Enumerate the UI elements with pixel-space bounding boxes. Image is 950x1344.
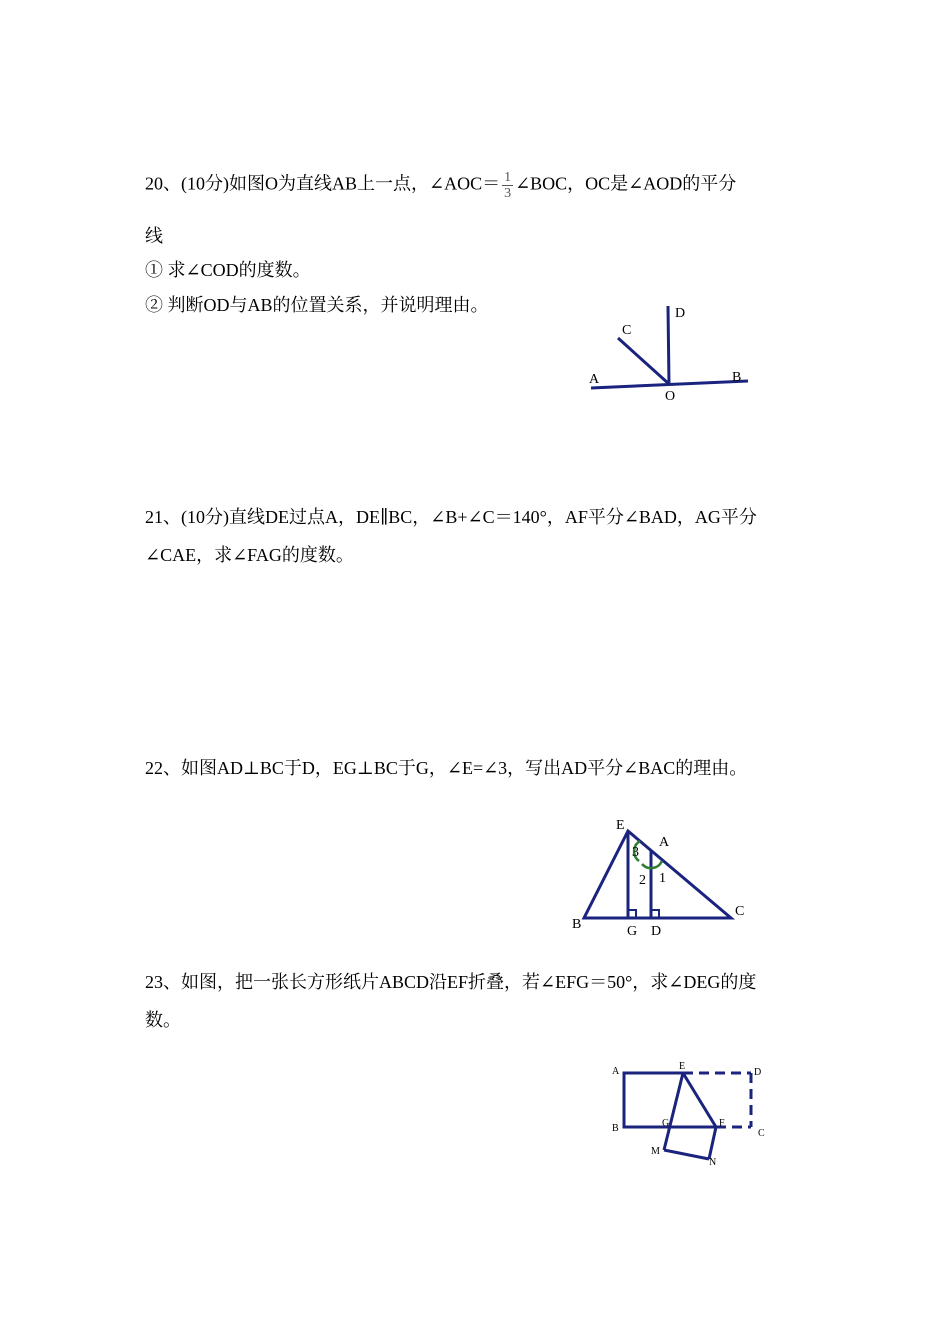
segment-nf xyxy=(709,1127,716,1159)
ray-od xyxy=(668,306,669,384)
label-a: A xyxy=(659,835,670,850)
label-b: B xyxy=(572,917,582,932)
label-g: G xyxy=(627,924,638,939)
label-d: D xyxy=(675,306,686,321)
q20-item1: ① 求∠COD的度数。 xyxy=(145,260,311,280)
label-o: O xyxy=(665,389,676,404)
ray-oc xyxy=(618,338,669,384)
label-b: B xyxy=(612,1123,619,1134)
q20-figure xyxy=(580,300,780,410)
q23-figure xyxy=(608,1058,778,1168)
label-f: F xyxy=(719,1118,725,1129)
q23-line1: 23、如图，把一张长方形纸片ABCD沿EF折叠，若∠EFG＝50°，求∠DEG的度 xyxy=(145,972,757,992)
label-b: B xyxy=(732,370,742,385)
label-g: G xyxy=(662,1118,670,1129)
q20-line1 xyxy=(145,170,736,201)
label-a: A xyxy=(612,1066,620,1077)
label-e: E xyxy=(616,818,625,833)
q20-item2: ② 判断OD与AB的位置关系，并说明理由。 xyxy=(145,295,489,315)
label-d: D xyxy=(651,924,662,939)
rectangle-left-part xyxy=(624,1073,716,1127)
q20-text-a: 20、(10分)如图O为直线AB上一点，∠AOC＝ xyxy=(145,173,501,194)
label-m: M xyxy=(651,1146,660,1157)
q22-line1: 22、如图AD⊥BC于D，EG⊥BC于G，∠E=∠3，写出AD平分∠BAC的理由。 xyxy=(145,758,748,778)
label-c: C xyxy=(622,323,632,338)
label-c: C xyxy=(735,904,745,919)
label-3: 3 xyxy=(632,845,639,860)
triangle-ebc xyxy=(584,831,731,918)
q21-line2: ∠CAE，求∠FAG的度数。 xyxy=(145,545,354,565)
label-2: 2 xyxy=(639,873,646,888)
fold-line-ef xyxy=(683,1073,716,1127)
label-e: E xyxy=(679,1061,686,1072)
q23-line2: 数。 xyxy=(145,1010,181,1030)
label-n: N xyxy=(709,1157,717,1168)
label-d: D xyxy=(754,1067,762,1078)
label-c: C xyxy=(758,1128,765,1139)
q22-figure xyxy=(568,812,758,942)
fraction-one-third: $\frac{1}{3}$ xyxy=(504,170,512,201)
label-a: A xyxy=(589,372,600,387)
segment-mn xyxy=(664,1150,709,1159)
label-1: 1 xyxy=(659,871,666,886)
q20-text-b: ∠BOC，OC是∠AOD的平分 xyxy=(515,173,737,194)
q20-line2: 线 xyxy=(145,226,163,246)
q21-line1: 21、(10分)直线DE过点A，DE∥BC，∠B+∠C＝140°，AF平分∠BAD，AG平分 xyxy=(145,507,757,527)
segment-em xyxy=(664,1073,683,1150)
